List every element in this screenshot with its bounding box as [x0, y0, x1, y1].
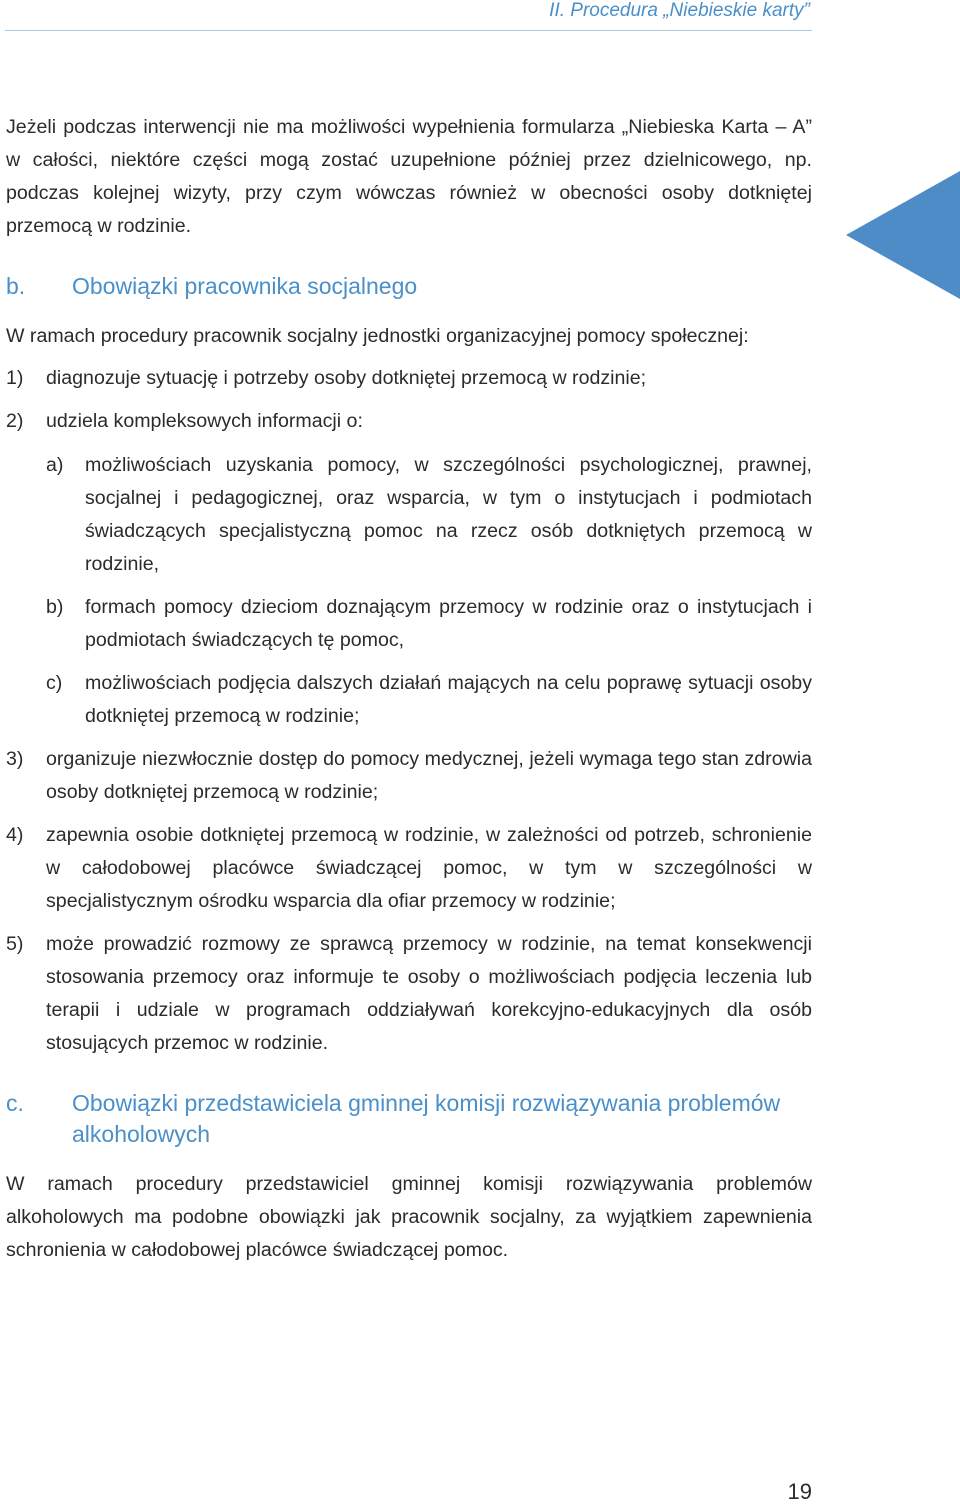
sub-list-item-label: b) [46, 596, 64, 618]
list-item-text: diagnozuje sytuację i potrzeby osoby dotkniętej przemocą w rodzinie; [46, 367, 647, 389]
list-item-text: udziela kompleksowych informacji o: [46, 410, 363, 432]
sub-list-item-label: c) [46, 672, 63, 694]
section-b-lead: W ramach procedury pracownik socjalny jednostki organizacyjnej pomocy społecznej: [6, 325, 749, 347]
section-c-heading [6, 1088, 812, 1150]
sub-list-item-label: a) [46, 454, 64, 476]
list-item-label: 2) [6, 410, 24, 432]
section-b-heading [6, 271, 812, 302]
section-b-number: b. [6, 273, 26, 299]
list-item-label: 1) [6, 367, 24, 389]
sub-list-item [46, 667, 812, 733]
list-item-label: 3) [6, 748, 24, 770]
intro-paragraph: Jeżeli podczas interwencji nie ma możliwości wypełnienia formularza „Niebieska Karta – A” w całości, niektóre części mogą zostać uzupełnione później przez dzielnicowego, np. podczas kolejnej wizyty, przy czym wówczas również w obecności osoby dotkniętej przemocą w rodzinie. [6, 116, 812, 237]
list-item [6, 743, 812, 809]
document-body [6, 111, 812, 1267]
header-divider [5, 30, 812, 31]
list-item-text: organizuje niezwłocznie dostęp do pomocy medycznej, jeżeli wymaga tego stan zdrowia osoby dotkniętej przemocą w rodzinie; [46, 748, 812, 803]
list-item-text: może prowadzić rozmowy ze sprawcą przemocy w rodzinie, na temat konsekwencji stosowania przemocy oraz informuje te osoby o możliwościach podjęcia leczenia lub terapii i udziale w programach oddziaływań korekcyjno-edukacyjnych dla osób stosujących przemoc w rodzinie. [46, 933, 812, 1054]
sub-list-item-text: możliwościach uzyskania pomocy, w szczególności psychologicznej, prawnej, socjalnej i pedagogicznej, oraz wsparcia, w tym o instytucjach i podmiotach świadczących specjalistyczną pomoc na rzecz osób dotkniętych przemocą w rodzinie, [85, 454, 812, 575]
section-b-title: Obowiązki pracownika socjalnego [72, 273, 418, 299]
running-header-title: II. Procedura „Niebieskie karty” [549, 0, 810, 21]
section-c-number: c. [6, 1090, 24, 1116]
page-number: 19 [787, 1479, 812, 1504]
sub-list-item-text: możliwościach podjęcia dalszych działań mających na celu poprawę sytuacji osoby dotkniętej przemocą w rodzinie; [85, 672, 812, 727]
sub-list-item-text: formach pomocy dzieciom doznającym przemocy w rodzinie oraz o instytucjach i podmiotach świadczących tę pomoc, [85, 596, 812, 651]
list-item-label: 4) [6, 824, 24, 846]
list-item [6, 928, 812, 1060]
list-item [6, 362, 812, 395]
section-c-title: Obowiązki przedstawiciela gminnej komisji rozwiązywania problemów alkoholowych [72, 1090, 781, 1147]
list-item-text: zapewnia osobie dotkniętej przemocą w rodzinie, w zależności od potrzeb, schronienie w całodobowej placówce świadczącej pomoc, w tym w szczególności w specjalistycznym ośrodku wsparcia dla ofiar przemocy w rodzinie; [46, 824, 812, 912]
list-item-label: 5) [6, 933, 24, 955]
list-item [6, 819, 812, 918]
list-item [6, 405, 812, 438]
section-c-body: W ramach procedury przedstawiciel gminnej komisji rozwiązywania problemów alkoholowych ma podobne obowiązki jak pracownik socjalny, za wyjątkiem zapewnienia schronienia w całodobowej placówce świadczącej pomoc. [6, 1173, 812, 1261]
section-tab-marker [846, 171, 960, 299]
sub-list-item [46, 591, 812, 657]
sub-list-item [46, 449, 812, 581]
